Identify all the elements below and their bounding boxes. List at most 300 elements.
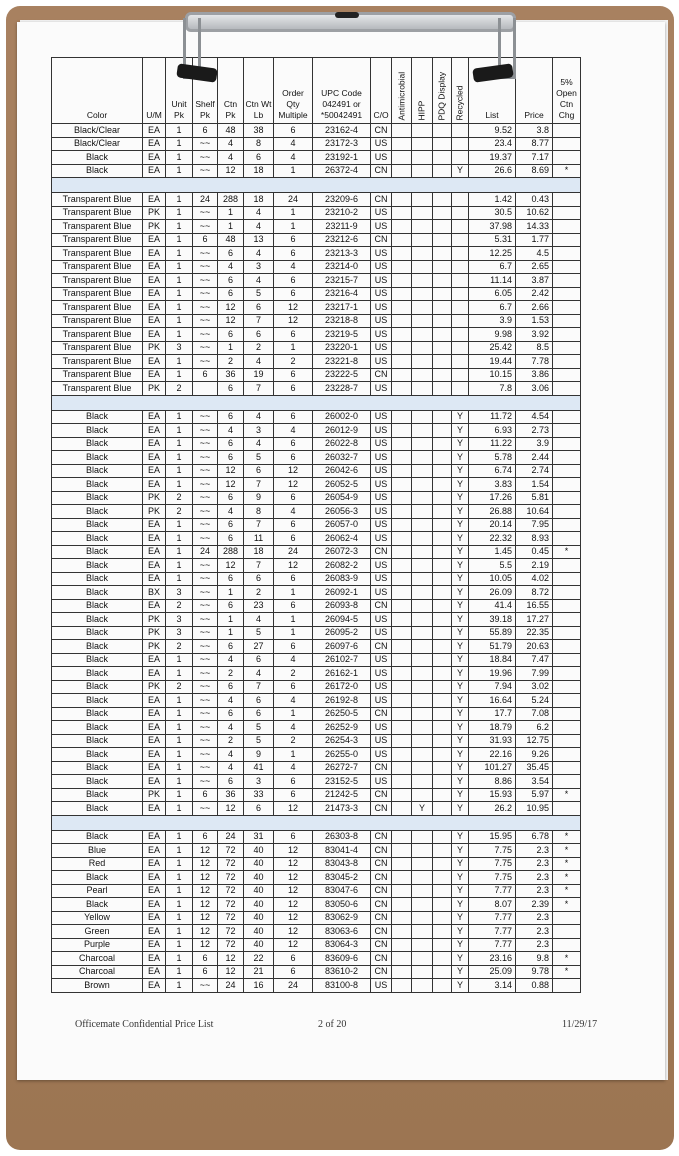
cell-recycled: Y — [452, 802, 469, 816]
cell-hipp — [412, 532, 433, 546]
cell-color: Black — [52, 748, 143, 762]
cell-upc: 26095-2 — [313, 626, 371, 640]
cell-ctn-wt: 6 — [244, 301, 274, 315]
cell-unit-pk: 1 — [166, 925, 193, 939]
table-row — [52, 938, 581, 952]
cell-list: 16.64 — [469, 694, 516, 708]
cell-ctn-pk: 6 — [218, 274, 244, 288]
cell-open-ctn-chg — [553, 206, 581, 220]
cell-co: CN — [371, 844, 392, 858]
cell-open-ctn-chg — [553, 748, 581, 762]
cell-order-qty: 6 — [274, 124, 313, 138]
cell-antimicrobial — [392, 613, 412, 627]
cell-hipp — [412, 545, 433, 559]
cell-ctn-pk: 12 — [218, 478, 244, 492]
cell-open-ctn-chg — [553, 505, 581, 519]
cell-co: US — [371, 505, 392, 519]
cell-order-qty: 12 — [274, 938, 313, 952]
cell-recycled: Y — [452, 830, 469, 844]
cell-recycled: Y — [452, 491, 469, 505]
cell-color: Black — [52, 694, 143, 708]
cell-co: CN — [371, 952, 392, 966]
cell-upc: 23162-4 — [313, 124, 371, 138]
cell-ctn-wt: 40 — [244, 911, 274, 925]
cell-co: US — [371, 341, 392, 355]
cell-unit-pk: 1 — [166, 247, 193, 261]
cell-antimicrobial — [392, 545, 412, 559]
table-row — [52, 788, 581, 802]
header-um: U/M — [143, 58, 166, 124]
cell-color: Transparent Blue — [52, 301, 143, 315]
cell-open-ctn-chg — [553, 572, 581, 586]
cell-ctn-wt: 40 — [244, 884, 274, 898]
cell-open-ctn-chg — [553, 247, 581, 261]
cell-recycled: Y — [452, 626, 469, 640]
cell-antimicrobial — [392, 260, 412, 274]
cell-order-qty: 12 — [274, 884, 313, 898]
cell-price: 14.33 — [516, 220, 553, 234]
cell-ctn-wt: 18 — [244, 545, 274, 559]
cell-color: Black — [52, 667, 143, 681]
cell-pdq — [433, 788, 452, 802]
cell-unit-pk: 1 — [166, 137, 193, 151]
cell-hipp — [412, 938, 433, 952]
cell-co: US — [371, 260, 392, 274]
header-list: List — [469, 58, 516, 124]
cell-pdq — [433, 911, 452, 925]
cell-ctn-wt: 9 — [244, 491, 274, 505]
cell-color: Black — [52, 653, 143, 667]
cell-recycled: Y — [452, 965, 469, 979]
table-row — [52, 505, 581, 519]
cell-color: Transparent Blue — [52, 220, 143, 234]
cell-order-qty: 6 — [274, 599, 313, 613]
cell-shelf-pk: ~~ — [193, 979, 218, 993]
header-ctn-wt: Ctn Wt Lb — [244, 58, 274, 124]
cell-price: 7.17 — [516, 151, 553, 165]
table-row — [52, 884, 581, 898]
cell-pdq — [433, 193, 452, 207]
cell-unit-pk: 1 — [166, 707, 193, 721]
cell-ctn-wt: 27 — [244, 640, 274, 654]
cell-unit-pk: 2 — [166, 505, 193, 519]
cell-unit-pk: 1 — [166, 368, 193, 382]
cell-open-ctn-chg — [553, 559, 581, 573]
cell-shelf-pk — [193, 382, 218, 396]
cell-ctn-wt: 4 — [244, 667, 274, 681]
cell-ctn-wt: 2 — [244, 341, 274, 355]
cell-co: CN — [371, 640, 392, 654]
cell-list: 10.05 — [469, 572, 516, 586]
cell-hipp — [412, 382, 433, 396]
cell-ctn-wt: 31 — [244, 830, 274, 844]
cell-list: 11.14 — [469, 274, 516, 288]
cell-hipp — [412, 586, 433, 600]
cell-pdq — [433, 424, 452, 438]
cell-um: BX — [143, 586, 166, 600]
table-row — [52, 680, 581, 694]
cell-unit-pk: 1 — [166, 518, 193, 532]
cell-um: EA — [143, 599, 166, 613]
cell-list: 19.44 — [469, 355, 516, 369]
cell-recycled — [452, 260, 469, 274]
cell-unit-pk: 1 — [166, 124, 193, 138]
cell-color: Black — [52, 478, 143, 492]
cell-open-ctn-chg — [553, 355, 581, 369]
separator-cell — [52, 815, 581, 830]
cell-recycled: Y — [452, 640, 469, 654]
cell-co: CN — [371, 193, 392, 207]
cell-unit-pk: 1 — [166, 871, 193, 885]
cell-order-qty: 12 — [274, 911, 313, 925]
cell-price: 4.54 — [516, 410, 553, 424]
cell-antimicrobial — [392, 599, 412, 613]
cell-order-qty: 6 — [274, 437, 313, 451]
cell-list: 6.7 — [469, 260, 516, 274]
cell-pdq — [433, 220, 452, 234]
cell-co: US — [371, 301, 392, 315]
cell-hipp — [412, 124, 433, 138]
cell-um: EA — [143, 137, 166, 151]
cell-list: 18.84 — [469, 653, 516, 667]
cell-shelf-pk: ~~ — [193, 613, 218, 627]
cell-antimicrobial — [392, 938, 412, 952]
cell-co: US — [371, 382, 392, 396]
cell-recycled — [452, 341, 469, 355]
cell-price: 3.9 — [516, 437, 553, 451]
cell-upc: 83041-4 — [313, 844, 371, 858]
separator-cell — [52, 178, 581, 193]
cell-ctn-pk: 4 — [218, 151, 244, 165]
cell-unit-pk: 1 — [166, 233, 193, 247]
cell-recycled: Y — [452, 925, 469, 939]
cell-shelf-pk: 24 — [193, 193, 218, 207]
cell-antimicrobial — [392, 233, 412, 247]
cell-color: Black — [52, 518, 143, 532]
cell-hipp — [412, 640, 433, 654]
cell-upc: 26372-4 — [313, 164, 371, 178]
cell-order-qty: 1 — [274, 206, 313, 220]
cell-upc: 21242-5 — [313, 788, 371, 802]
cell-pdq — [433, 979, 452, 993]
cell-pdq — [433, 802, 452, 816]
cell-um: PK — [143, 220, 166, 234]
cell-ctn-wt: 7 — [244, 314, 274, 328]
cell-hipp — [412, 788, 433, 802]
table-row — [52, 830, 581, 844]
cell-shelf-pk: ~~ — [193, 518, 218, 532]
cell-unit-pk: 1 — [166, 301, 193, 315]
cell-upc: 83609-6 — [313, 952, 371, 966]
cell-co: CN — [371, 233, 392, 247]
cell-list: 17.26 — [469, 491, 516, 505]
cell-ctn-wt: 13 — [244, 233, 274, 247]
table-row — [52, 437, 581, 451]
cell-antimicrobial — [392, 193, 412, 207]
cell-open-ctn-chg — [553, 925, 581, 939]
cell-um: EA — [143, 694, 166, 708]
cell-um: EA — [143, 925, 166, 939]
cell-price: 22.35 — [516, 626, 553, 640]
cell-upc: 26056-3 — [313, 505, 371, 519]
cell-co: CN — [371, 368, 392, 382]
cell-pdq — [433, 761, 452, 775]
cell-order-qty: 4 — [274, 761, 313, 775]
cell-ctn-pk: 12 — [218, 952, 244, 966]
cell-co: US — [371, 559, 392, 573]
cell-open-ctn-chg — [553, 599, 581, 613]
cell-recycled: Y — [452, 871, 469, 885]
cell-recycled — [452, 220, 469, 234]
cell-antimicrobial — [392, 965, 412, 979]
cell-antimicrobial — [392, 748, 412, 762]
cell-pdq — [433, 734, 452, 748]
cell-ctn-pk: 4 — [218, 761, 244, 775]
cell-um: PK — [143, 680, 166, 694]
cell-order-qty: 12 — [274, 314, 313, 328]
cell-upc: 26022-8 — [313, 437, 371, 451]
cell-order-qty: 4 — [274, 653, 313, 667]
cell-price: 35.45 — [516, 761, 553, 775]
cell-um: EA — [143, 247, 166, 261]
cell-recycled: Y — [452, 437, 469, 451]
cell-unit-pk: 2 — [166, 382, 193, 396]
cell-price: 9.26 — [516, 748, 553, 762]
cell-um: PK — [143, 382, 166, 396]
cell-recycled — [452, 287, 469, 301]
cell-ctn-wt: 4 — [244, 274, 274, 288]
cell-ctn-wt: 3 — [244, 260, 274, 274]
cell-shelf-pk: ~~ — [193, 164, 218, 178]
cell-antimicrobial — [392, 464, 412, 478]
cell-ctn-pk: 36 — [218, 788, 244, 802]
cell-co: US — [371, 586, 392, 600]
cell-hipp — [412, 206, 433, 220]
cell-list: 23.4 — [469, 137, 516, 151]
cell-upc: 23221-8 — [313, 355, 371, 369]
cell-recycled — [452, 151, 469, 165]
cell-pdq — [433, 451, 452, 465]
cell-order-qty: 12 — [274, 844, 313, 858]
table-row — [52, 260, 581, 274]
cell-list: 7.77 — [469, 938, 516, 952]
cell-shelf-pk: 6 — [193, 788, 218, 802]
cell-hipp — [412, 911, 433, 925]
cell-color: Black — [52, 680, 143, 694]
cell-open-ctn-chg — [553, 314, 581, 328]
table-row — [52, 368, 581, 382]
cell-ctn-pk: 72 — [218, 844, 244, 858]
cell-um: EA — [143, 667, 166, 681]
table-row — [52, 586, 581, 600]
cell-unit-pk: 1 — [166, 667, 193, 681]
cell-recycled: Y — [452, 761, 469, 775]
cell-recycled: Y — [452, 518, 469, 532]
cell-recycled: Y — [452, 898, 469, 912]
cell-hipp — [412, 151, 433, 165]
cell-shelf-pk: ~~ — [193, 572, 218, 586]
table-row — [52, 857, 581, 871]
cell-upc: 83062-9 — [313, 911, 371, 925]
cell-color: Black — [52, 164, 143, 178]
cell-open-ctn-chg: * — [553, 545, 581, 559]
cell-shelf-pk: ~~ — [193, 761, 218, 775]
cell-hipp — [412, 233, 433, 247]
cell-color: Black — [52, 532, 143, 546]
cell-unit-pk: 1 — [166, 193, 193, 207]
cell-co: US — [371, 748, 392, 762]
cell-color: Transparent Blue — [52, 287, 143, 301]
cell-upc: 83045-2 — [313, 871, 371, 885]
cell-um: PK — [143, 640, 166, 654]
cell-upc: 23220-1 — [313, 341, 371, 355]
cell-price: 4.5 — [516, 247, 553, 261]
cell-antimicrobial — [392, 451, 412, 465]
cell-list: 15.95 — [469, 830, 516, 844]
cell-price: 6.78 — [516, 830, 553, 844]
cell-unit-pk: 1 — [166, 898, 193, 912]
cell-ctn-pk: 72 — [218, 871, 244, 885]
cell-order-qty: 1 — [274, 613, 313, 627]
cell-ctn-wt: 5 — [244, 287, 274, 301]
cell-ctn-pk: 12 — [218, 802, 244, 816]
cell-um: EA — [143, 572, 166, 586]
table-row — [52, 545, 581, 559]
cell-um: EA — [143, 911, 166, 925]
cell-upc: 21473-3 — [313, 802, 371, 816]
cell-pdq — [433, 559, 452, 573]
cell-unit-pk: 1 — [166, 694, 193, 708]
cell-unit-pk: 1 — [166, 151, 193, 165]
cell-order-qty: 1 — [274, 748, 313, 762]
cell-list: 1.45 — [469, 545, 516, 559]
cell-order-qty: 12 — [274, 301, 313, 315]
cell-co: CN — [371, 830, 392, 844]
table-row — [52, 775, 581, 789]
cell-um: EA — [143, 328, 166, 342]
cell-open-ctn-chg — [553, 491, 581, 505]
cell-order-qty: 12 — [274, 478, 313, 492]
cell-ctn-pk: 24 — [218, 979, 244, 993]
cell-ctn-wt: 5 — [244, 734, 274, 748]
cell-ctn-pk: 6 — [218, 680, 244, 694]
cell-shelf-pk: ~~ — [193, 626, 218, 640]
clip-slot — [335, 12, 359, 18]
cell-order-qty: 4 — [274, 137, 313, 151]
cell-antimicrobial — [392, 871, 412, 885]
cell-antimicrobial — [392, 788, 412, 802]
cell-ctn-wt: 6 — [244, 151, 274, 165]
table-row — [52, 721, 581, 735]
cell-ctn-wt: 23 — [244, 599, 274, 613]
cell-list: 25.09 — [469, 965, 516, 979]
table-row — [52, 137, 581, 151]
cell-upc: 26052-5 — [313, 478, 371, 492]
cell-ctn-pk: 6 — [218, 382, 244, 396]
cell-open-ctn-chg — [553, 193, 581, 207]
cell-order-qty: 6 — [274, 247, 313, 261]
cell-hipp — [412, 164, 433, 178]
cell-color: Black — [52, 464, 143, 478]
cell-order-qty: 6 — [274, 830, 313, 844]
cell-antimicrobial — [392, 667, 412, 681]
cell-antimicrobial — [392, 952, 412, 966]
cell-ctn-pk: 6 — [218, 518, 244, 532]
cell-recycled: Y — [452, 572, 469, 586]
cell-price: 17.27 — [516, 613, 553, 627]
cell-ctn-pk: 1 — [218, 613, 244, 627]
table-row — [52, 802, 581, 816]
cell-antimicrobial — [392, 857, 412, 871]
cell-co: US — [371, 613, 392, 627]
cell-shelf-pk: ~~ — [193, 247, 218, 261]
cell-hipp — [412, 871, 433, 885]
cell-co: US — [371, 220, 392, 234]
cell-antimicrobial — [392, 775, 412, 789]
cell-hipp — [412, 965, 433, 979]
cell-list: 7.77 — [469, 884, 516, 898]
cell-color: Black — [52, 775, 143, 789]
cell-upc: 23214-0 — [313, 260, 371, 274]
cell-price: 8.72 — [516, 586, 553, 600]
cell-ctn-wt: 22 — [244, 952, 274, 966]
cell-list: 6.05 — [469, 287, 516, 301]
cell-upc: 26254-3 — [313, 734, 371, 748]
cell-upc: 26002-0 — [313, 410, 371, 424]
cell-unit-pk: 2 — [166, 491, 193, 505]
cell-unit-pk: 1 — [166, 545, 193, 559]
cell-color: Charcoal — [52, 965, 143, 979]
cell-recycled — [452, 137, 469, 151]
cell-color: Black — [52, 640, 143, 654]
cell-pdq — [433, 871, 452, 885]
cell-antimicrobial — [392, 301, 412, 315]
cell-co: CN — [371, 124, 392, 138]
cell-shelf-pk: 12 — [193, 938, 218, 952]
cell-hipp — [412, 287, 433, 301]
cell-list: 31.93 — [469, 734, 516, 748]
cell-recycled: Y — [452, 775, 469, 789]
cell-ctn-wt: 7 — [244, 518, 274, 532]
cell-pdq — [433, 965, 452, 979]
cell-hipp — [412, 748, 433, 762]
cell-um: EA — [143, 979, 166, 993]
cell-recycled: Y — [452, 857, 469, 871]
cell-order-qty: 4 — [274, 694, 313, 708]
cell-hipp — [412, 775, 433, 789]
cell-ctn-wt: 8 — [244, 137, 274, 151]
cell-recycled: Y — [452, 734, 469, 748]
cell-price: 3.06 — [516, 382, 553, 396]
table-row — [52, 124, 581, 138]
cell-ctn-pk: 6 — [218, 287, 244, 301]
cell-shelf-pk: 12 — [193, 844, 218, 858]
cell-price: 12.75 — [516, 734, 553, 748]
cell-antimicrobial — [392, 220, 412, 234]
cell-open-ctn-chg — [553, 653, 581, 667]
cell-antimicrobial — [392, 164, 412, 178]
cell-shelf-pk: ~~ — [193, 599, 218, 613]
cell-pdq — [433, 707, 452, 721]
header-shelf-pk: Shelf Pk — [193, 58, 218, 124]
cell-shelf-pk: ~~ — [193, 721, 218, 735]
cell-um: EA — [143, 424, 166, 438]
cell-ctn-wt: 9 — [244, 748, 274, 762]
cell-color: Black — [52, 830, 143, 844]
cell-antimicrobial — [392, 925, 412, 939]
cell-order-qty: 6 — [274, 532, 313, 546]
cell-shelf-pk: 12 — [193, 898, 218, 912]
